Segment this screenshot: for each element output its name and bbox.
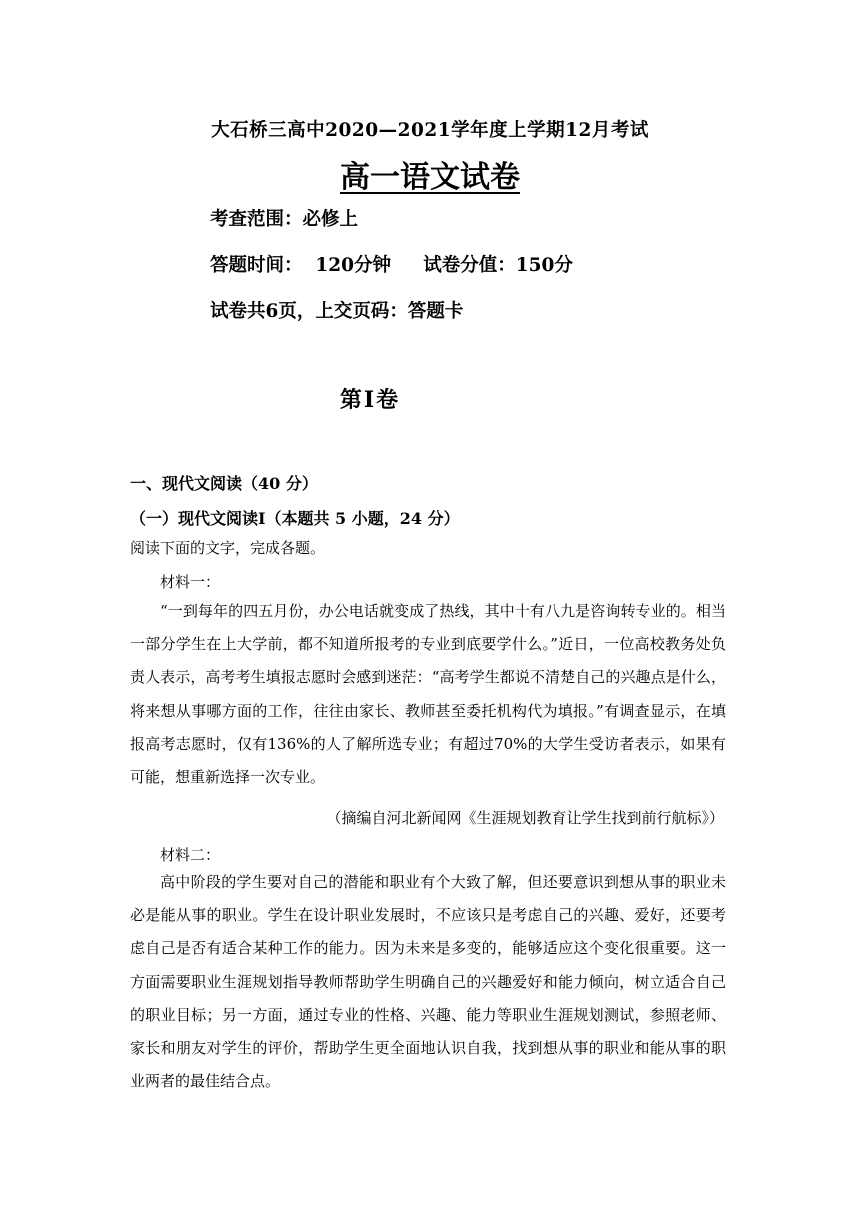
section-heading: 一、现代文阅读（40 分） [130, 474, 318, 493]
material2-label: 材料二： [160, 846, 221, 864]
material2-text: 高中阶段的学生要对自己的潜能和职业有个大致了解，但还要意识到想从事的职业未必是能从事的职业。学生在设计职业发展时，不应该只是考虑自己的兴趣、爱好，还要考虑自己是否有适合某种工作的能力。因为未来是多变的，能够适应这个变化很重要。这一方面需要职业生涯规划指导教师帮助学生明确自己的兴趣爱好和能力倾向，树立适合自己的职业目标；另一方面，通过专业的性格、兴趣、能力等职业生涯规划测试，参照老师、家长和朋友对学生的评价，帮助学生更全面地认识自我，找到想从事的职业和能从事的职业两者的最佳结合点。 [130, 873, 726, 1091]
material1-source: （摘编自河北新闻网《生涯规划教育让学生找到前行航标》） [326, 809, 724, 827]
volume-label: 第Ⅰ卷 [339, 387, 401, 413]
exam-scope: 考查范围：必修上 [210, 209, 359, 230]
exam-time-and-score: 答题时间： 120分钟 试卷分值：150分 [210, 255, 573, 276]
material1-text: “一到每年的四五月份，办公电话就变成了热线，其中十有八九是咨询转专业的。相当一部分学生在上大学前，都不知道所报考的专业到底要学什么。”近日，一位高校教务处负责人表示，高考考生填报志愿时会感到迷茫：“高考学生都说不清楚自己的兴趣点是什么，将来想从事哪方面的工作，往往由家长、教师甚至委托机构代为填报。”有调查显示，在填报高考志愿时，仅有136%的人了解所选专业；有超过70%的大学生受访者表示，如果有可能，想重新选择一次专业。 [130, 602, 726, 787]
school-title: 大石桥三高中2020—2021学年度上学期12月考试 [211, 120, 649, 141]
reading-instruction: 阅读下面的文字，完成各题。 [130, 539, 326, 557]
section-subheading: （一）现代文阅读Ⅰ（本题共 5 小题，24 分） [130, 509, 460, 528]
material1-label: 材料一： [160, 573, 221, 591]
exam-pages-info: 试卷共6页，上交页码：答题卡 [210, 301, 464, 322]
exam-title: 高一语文试卷 [340, 160, 520, 195]
